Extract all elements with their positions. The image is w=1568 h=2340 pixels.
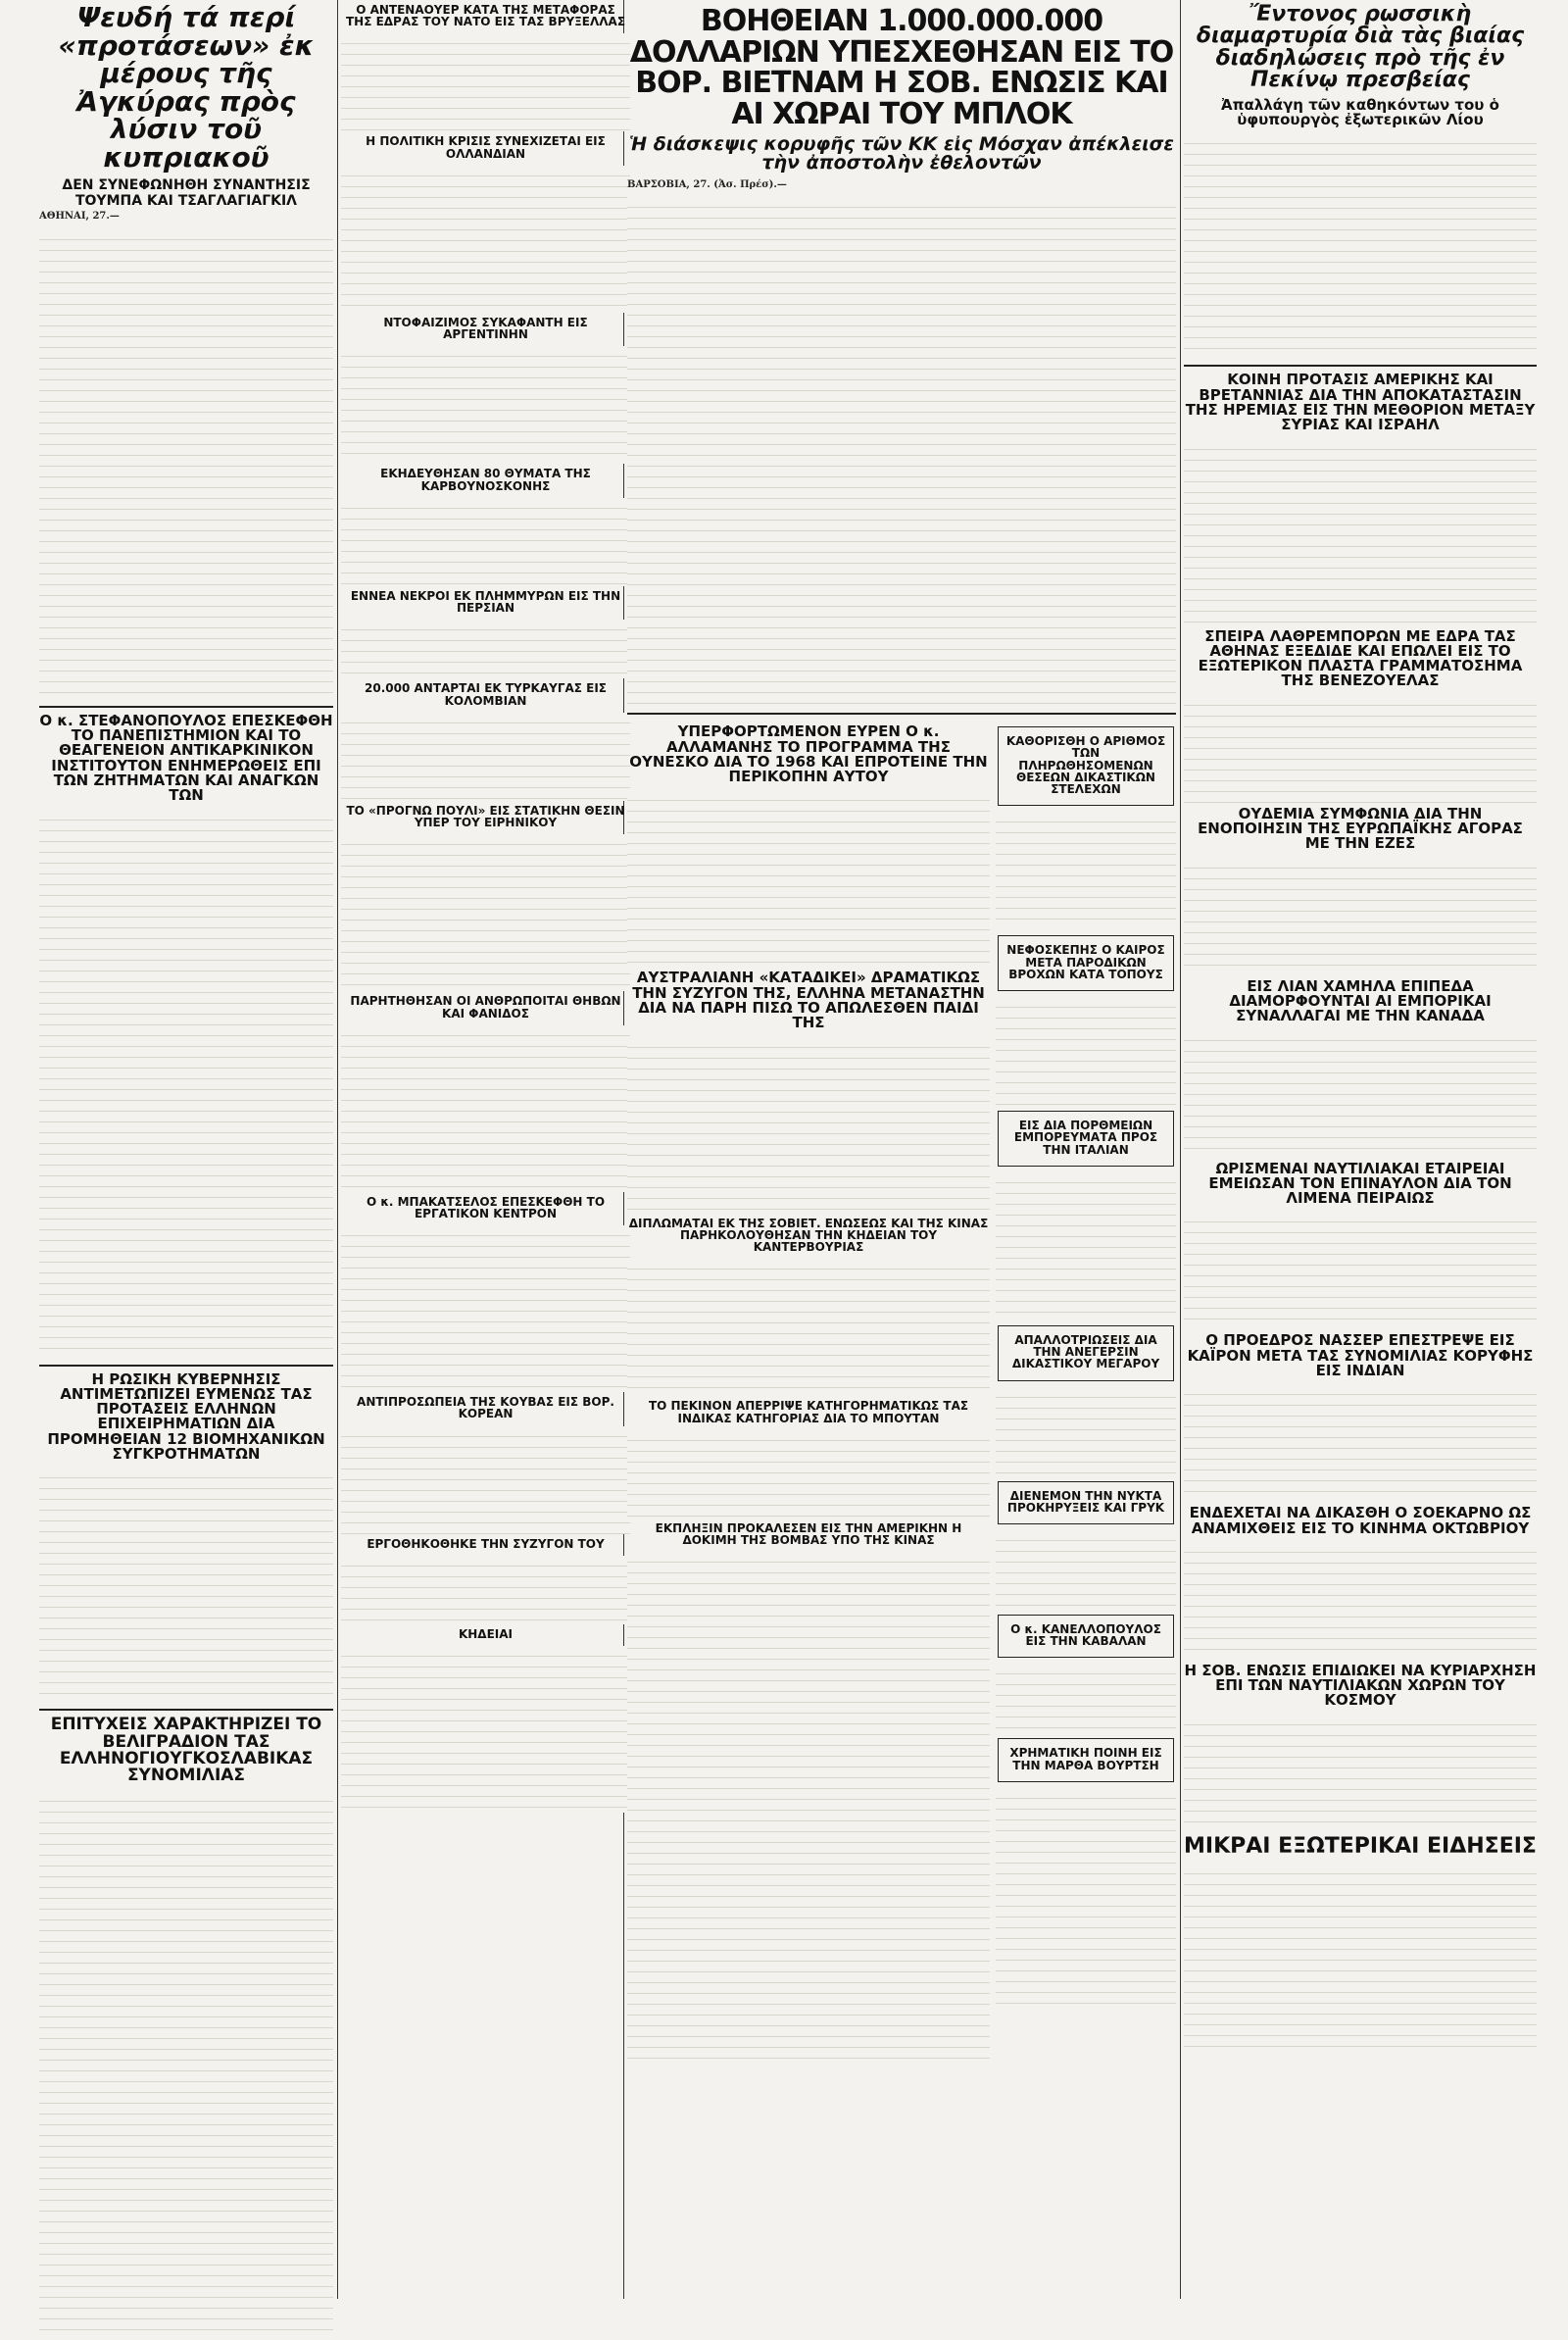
article-text-block (341, 346, 630, 464)
headline-brief-news: ΜΙΚΡΑΙ ΕΞΩΤΕΡΙΚΑΙ ΕΙΔΗΣΕΙΣ (1184, 1833, 1537, 1859)
article-text-block (341, 1426, 630, 1534)
article-text-block (39, 1468, 333, 1703)
headline-sukarno: ΕΝΔΕΧΕΤΑΙ ΝΑ ΔΙΚΑΣΘΗ Ο ΣΟΕΚΑΡΝΟ ΩΣ ΑΝΑΜΙΧΘΕΙΣ ΕΙΣ ΤΟ ΚΙΝΗΜΑ ΟΚΤΩΒΡΙΟΥ (1189, 1504, 1532, 1537)
headline-leaflets: ΔΙΕΝΕΜΟΝ ΤΗΝ ΝΥΚΤΑ ΠΡΟΚΗΡΥΞΕΙΣ ΚΑΙ ΓΡΥΚ (1006, 1488, 1165, 1515)
subhead-cyprus: ΔΕΝ ΣΥΝΕΦΩΝΗΘΗ ΣΥΝΑΝΤΗΣΙΣ ΤΟΥΜΠΑ ΚΑΙ ΤΣΑΓΛΑΓΙΑΓΚΙΛ (62, 177, 311, 210)
headline-bomb: ΕΚΠΛΗΞΙΝ ΠΡΟΚΑΛΕΣΕΝ ΕΙΣ ΤΗΝ ΑΜΕΡΙΚΗΝ Η ΔΟΚΙΜΗ ΤΗΣ ΒΟΜΒΑΣ ΥΠΟ ΤΗΣ ΚΙΝΑΣ (655, 1520, 962, 1548)
article-text-block (996, 1172, 1176, 1319)
article-text-block (996, 1387, 1176, 1475)
rule (1184, 365, 1537, 367)
headline-kanellopoulos: Ο κ. ΚΑΝΕΛΛΟΠΟΥΛΟΣ ΕΙΣ ΤΗΝ ΚΑΒΑΛΑΝ (1010, 1622, 1161, 1649)
headline-netherlands: Η ΠΟΛΙΤΙΚΗ ΚΡΙΣΙΣ ΣΥΝΕΧΙΖΕΤΑΙ ΕΙΣ ΟΛΛΑΝΔΙΑΝ (366, 134, 606, 161)
sub-banner: Ἡ διάσκεψις κορυφῆς τῶν ΚΚ εἰς Μόσχαν ἀπέκλεισε τὴν ἀποστολὴν ἐθελοντῶν (629, 133, 1174, 174)
headline-cuba: ΑΝΤΙΠΡΟΣΩΠΕΙΑ ΤΗΣ ΚΟΥΒΑΣ ΕΙΣ ΒΟΡ. ΚΟΡΕΑΝ (357, 1395, 614, 1421)
article-text-block (1184, 1715, 1537, 1832)
headline-weather: ΝΕΦΟΣΚΕΠΗΣ Ο ΚΑΙΡΟΣ ΜΕΤΑ ΠΑΡΟΔΙΚΩΝ ΒΡΟΧΩΝ ΚΑΤΑ ΤΟΠΟΥΣ (1006, 943, 1165, 981)
article-text-block (996, 812, 1176, 929)
box-leaflets (998, 1481, 1174, 1524)
article-text-block (39, 1791, 333, 2340)
article-text-block (1184, 1542, 1537, 1660)
article-text-block (996, 997, 1176, 1105)
box-judicial (998, 726, 1174, 806)
article-text-block (1184, 1864, 1537, 2050)
headline-canada: ΕΙΣ ΛΙΑΝ ΧΑΜΗΛΑ ΕΠΙΠΕΔΑ ΔΙΑΜΟΡΦΟΥΝΤΑΙ ΑΙ ΕΜΠΟΡΙΚΑΙ ΣΥΝΑΛΛΑΓΑΙ ΜΕ ΤΗΝ ΚΑΝΑΔΑ (1229, 976, 1492, 1025)
article-text-block (341, 1225, 630, 1392)
box-ferries (998, 1111, 1174, 1167)
main-banner: ΒΟΗΘΕΙΑΝ 1.000.000.000 ΔΟΛΛΑΡΙΩΝ ΥΠΕΣΧΕΘΗΣΑΝ ΕΙΣ ΤΟ ΒΟΡ. ΒΙΕΤΝΑΜ Η ΣΟΒ. ΕΝΩΣΙΣ ΚΑΙ ΑΙ ΧΩΡΑΙ ΤΟΥ ΜΠΛΟΚ (629, 4, 1174, 131)
article-text-block (1184, 133, 1537, 359)
rule (39, 1365, 333, 1367)
article-body (627, 179, 1176, 192)
headline-protest: Ἔντονος ρωσσικὴ διαμαρτυρία διὰ τὰς βιαίας διαδηλώσεις πρὸ τῆς ἐν Πεκίνῳ πρεσβείας (1196, 2, 1525, 93)
headline-australia: ΑΥΣΤΡΑΛΙΑΝΗ «ΚΑΤΑΔΙΚΕΙ» ΔΡΑΜΑΤΙΚΩΣ ΤΗΝ ΣΥΖΥΓΟΝ ΤΗΣ, ΕΛΛΗΝΑ ΜΕΤΑΝΑΣΤΗΝ ΔΙΑ ΝΑ ΠΑΡΗ ΠΙΣΩ ΤΟ ΑΠΩΛΕΣΘΕΝ ΠΑΙΔΙ ΤΗΣ (632, 969, 985, 1032)
article-text-block (996, 1530, 1176, 1609)
headline-funerals: ΚΗΔΕΙΑΙ (458, 1626, 514, 1641)
column-2 (341, 0, 630, 1813)
headline-belgrade: ΕΠΙΤΥΧΕΙΣ ΧΑΡΑΚΤΗΡΙΖΕΙ ΤΟ ΒΕΛΙΓΡΑΔΙΟΝ ΤΑΣ ΕΛΛΗΝΟΓΙΟΥΓΚΟΣΛΑΒΙΚΑΣ ΣΥΝΟΜΙΛΙΑΣ (50, 1715, 322, 1786)
headline-ferries: ΕΙΣ ΔΙΑ ΠΟΡΘΜΕΙΩΝ ΕΜΠΟΡΕΥΜΑΤΑ ΠΡΟΣ ΤΗΝ ΙΤΑΛΙΑΝ (1013, 1119, 1158, 1157)
rule (39, 1709, 333, 1711)
headline-efta: ΟΥΔΕΜΙΑ ΣΥΜΦΩΝΙΑ ΔΙΑ ΤΗΝ ΕΝΟΠΟΙΗΣΙΝ ΤΗΣ ΕΥΡΩΠΑΪΚΗΣ ΑΓΟΡΑΣ ΜΕ ΤΗΝ ΕΖΕΣ (1198, 804, 1523, 853)
article-text-block (341, 33, 630, 131)
headline-nasser: Ο ΠΡΟΕΔΡΟΣ ΝΑΣΣΕΡ ΕΠΕΣΤΡΕΨΕ ΕΙΣ ΚΑΪΡΟΝ ΜΕΤΑ ΤΑΣ ΣΥΝΟΜΙΛΙΑΣ ΚΟΡΥΦΗΣ ΕΙΣ ΙΝΔΙΑΝ (1187, 1331, 1534, 1379)
article-text-block (341, 1556, 630, 1624)
headline-shipping: ΩΡΙΣΜΕΝΑΙ ΝΑΥΤΙΛΙΑΚΑΙ ΕΤΑΙΡΕΙΑΙ ΕΜΕΙΩΣΑΝ ΤΟΝ ΕΠΙΝΑΥΛΟΝ ΔΙΑ ΤΟΝ ΛΙΜΕΝΑ ΠΕΙΡΑΙΩΣ (1208, 1159, 1512, 1208)
column-rule (1180, 0, 1181, 2299)
article-text-block (341, 166, 630, 313)
headline-syria-israel: ΚΟΙΝΗ ΠΡΟΤΑΣΙΣ ΑΜΕΡΙΚΗΣ ΚΑΙ ΒΡΕΤΑΝΝΙΑΣ ΔΙΑ ΤΗΝ ΑΠΟΚΑΤΑΣΤΑΣΙΝ ΤΗΣ ΗΡΕΜΙΑΣ ΕΙΣ ΤΗΝ ΜΕΘΟΡΙΟΝ ΜΕΤΑΞΥ ΣΥΡΙΑΣ ΚΑΙ ΙΣΡΑΗΛ (1185, 371, 1536, 434)
article-text-block (1184, 439, 1537, 625)
article-text-block (39, 229, 333, 700)
article-text-block (341, 1025, 630, 1192)
headline-peking: ΤΟ ΠΕΚΙΝΟΝ ΑΠΕΡΡΙΨΕ ΚΑΤΗΓΟΡΗΜΑΤΙΚΩΣ ΤΑΣ ΙΝΔΙΚΑΣ ΚΑΤΗΓΟΡΙΑΣ ΔΙΑ ΤΟ ΜΠΟΥΤΑΝ (648, 1399, 969, 1425)
article-text-block (996, 1788, 1176, 2014)
article-text-block (341, 834, 630, 991)
box-kanellopoulos (998, 1615, 1174, 1658)
column-3 (627, 0, 1176, 2062)
column-1 (39, 0, 333, 2340)
article-text-block (1184, 858, 1537, 975)
subhead-protest: Ἀπαλλάγη τῶν καθηκόντων του ὁ ὑφυπουργὸς ἐξωτερικῶν Λίου (1221, 95, 1499, 129)
headline-judicial: ΚΑΘΟΡΙΣΘΗ Ο ΑΡΙΘΜΟΣ ΤΩΝ ΠΛΗΡΩΘΗΣΟΜΕΝΩΝ ΘΕΣΕΩΝ ΔΙΚΑΣΤΙΚΩΝ ΣΤΕΛΕΧΩΝ (1005, 734, 1166, 797)
article-text-block (341, 1646, 630, 1813)
headline-prognopouli: ΤΟ «ΠΡΟΓΝΩ ΠΟΥΛΙ» ΕΙΣ ΣΤΑΤΙΚΗΝ ΘΕΣΙΝ ΥΠΕΡ ΤΟΥ ΕΙΡΗΝΙΚΟΥ (346, 803, 625, 830)
headline-russia: Η ΡΩΣΙΚΗ ΚΥΒΕΡΝΗΣΙΣ ΑΝΤΙΜΕΤΩΠΙΖΕΙ ΕΥΜΕΝΩΣ ΤΑΣ ΠΡΟΤΑΣΕΙΣ ΕΛΛΗΝΩΝ ΕΠΙΧΕΙΡΗΜΑΤΙΩΝ ΔΙΑ ΠΡΟΜΗΘΕΙΑΝ 12 ΒΙΟΜΗΧΑΝΙΚΩΝ ΣΥΓΚΡΟΤΗΜΑΤΩΝ (47, 1369, 325, 1464)
headline-expropriations: ΑΠΑΛΛΟΤΡΙΩΣΕΙΣ ΔΙΑ ΤΗΝ ΑΝΕΓΕΡΣΙΝ ΔΙΚΑΣΤΙΚΟΥ ΜΕΓΑΡΟΥ (1011, 1332, 1160, 1371)
article-text-block (627, 1430, 990, 1519)
dateline: ΒΑΡΣΟΒΙΑ, 27. (Ἀσ. Πρέσ).— (627, 178, 787, 190)
article-text-block (1184, 1030, 1537, 1158)
rule (39, 706, 333, 708)
headline-spouse: ΕΡΓΟΘΗΚΟΘΗΚΕ ΤΗΝ ΣΥΖΥΓΟΝ ΤΟΥ (367, 1536, 605, 1551)
headline-persia: ΕΝΝΕΑ ΝΕΚΡΟΙ ΕΚ ΠΛΗΜΜΥΡΩΝ ΕΙΣ ΤΗΝ ΠΕΡΣΙΑΝ (350, 588, 621, 616)
headline-coal-dust: ΕΚΗΔΕΥΘΗΣΑΝ 80 ΘΥΜΑΤΑ ΤΗΣ ΚΑΡΒΟΥΝΟΣΚΟΝΗΣ (380, 467, 591, 493)
headline-bakatselos: Ο κ. ΜΠΑΚΑΤΣΕΛΟΣ ΕΠΕΣΚΕΦΘΗ ΤΟ ΕΡΓΑΤΙΚΟΝ ΚΕΝΤΡΟΝ (366, 1194, 606, 1220)
article-text-block (1184, 1384, 1537, 1502)
headline-adenauer: Ο ΑΝΤΕΝΑΟΥΕΡ ΚΑΤΑ ΤΗΣ ΜΕΤΑΦΟΡΑΣ ΤΗΣ ΕΔΡΑΣ ΤΟΥ ΝΑΤΟ ΕΙΣ ΤΑΣ ΒΡΥΞΕΛΛΑΣ (345, 3, 626, 29)
column-4 (1184, 0, 1537, 2050)
headline-unesco: ΥΠΕΡΦΟΡΤΩΜΕΝΟΝ ΕΥΡΕΝ Ο κ. ΑΛΛΑΜΑΝΗΣ ΤΟ ΠΡΟΓΡΑΜΜΑ ΤΗΣ ΟΥΝΕΣΚΟ ΔΙΑ ΤΟ 1968 ΚΑΙ ΕΠΡΟΤΕΙΝΕ ΤΗΝ ΠΕΡΙΚΟΠΗΝ ΑΥΤΟΥ (629, 722, 988, 786)
article-text-block (627, 1552, 990, 2062)
box-expropriations (998, 1325, 1174, 1381)
article-text-block (627, 790, 990, 967)
dateline: ΑΘΗΝΑΙ, 27.— (39, 211, 120, 223)
headline-diplomats: ΔΙΠΛΩΜΑΤΑΙ ΕΚ ΤΗΣ ΣΟΒΙΕΤ. ΕΝΩΣΕΩΣ ΚΑΙ ΤΗΣ ΚΙΝΑΣ ΠΑΡΗΚΟΛΟΥΘΗΣΑΝ ΤΗΝ ΚΗΔΕΙΑΝ ΤΟΥ ΚΑΝΤΕΡΒΟΥΡΙΑΣ (628, 1216, 989, 1255)
lower-section (627, 721, 1176, 2062)
column-rule (337, 0, 338, 2299)
article-text-block (341, 713, 630, 801)
article-text-block (996, 1664, 1176, 1732)
article-text-block (627, 197, 1176, 707)
article-text-block (627, 1037, 990, 1214)
box-fine (998, 1738, 1174, 1781)
headline-colombia: 20.000 ΑΝΤΑΡΤΑΙ ΕΚ ΤΥΡΚΑΥΓΑΣ ΕΙΣ ΚΟΛΟΜΒΙΑΝ (365, 681, 607, 708)
article-body (39, 211, 333, 224)
lower-side (996, 721, 1176, 2062)
headline-smugglers: ΣΠΕΙΡΑ ΛΑΘΡΕΜΠΟΡΩΝ ΜΕ ΕΔΡΑ ΤΑΣ ΑΘΗΝΑΣ ΕΞΕΔΙΔΕ ΚΑΙ ΕΠΩΛΕΙ ΕΙΣ ΤΟ ΕΞΩΤΕΡΙΚΟΝ ΠΛΑΣΤΑ ΓΡΑΜΜΑΤΟΣΗΜΑ ΤΗΣ ΒΕΝΕΖΟΥΕΛΑΣ (1198, 626, 1523, 690)
article-text-block (341, 620, 630, 678)
article-text-block (627, 1259, 990, 1396)
headline-fine: ΧΡΗΜΑΤΙΚΗ ΠΟΙΝΗ ΕΙΣ ΤΗΝ ΜΑΡΘΑ ΒΟΥΡΤΣΗ (1009, 1746, 1162, 1772)
rule (627, 713, 1176, 715)
headline-cyprus: Ψευδή τά περί «προτάσεων» ἐκ μέρους τῆς Ἀγκύρας πρὸς λύσιν τοῦ κυπριακοῦ (58, 1, 315, 174)
headline-stefanopoulos: Ο κ. ΣΤΕΦΑΝΟΠΟΥΛΟΣ ΕΠΕΣΚΕΦΘΗ ΤΟ ΠΑΝΕΠΙΣΤΗΜΙΟΝ ΚΑΙ ΤΟ ΘΕΑΓΕΝΕΙΟΝ ΑΝΤΙΚΑΡΚΙΝΙΚΟΝ ΙΝΣΤΙΤΟΥΤΟΝ ΕΝΗΜΕΡΩΘΕΙΣ ΕΠΙ ΤΩΝ ΖΗΤΗΜΑΤΩΝ ΚΑΙ ΑΝΑΓΚΩΝ ΤΩΝ (39, 711, 333, 805)
article-text-block (1184, 695, 1537, 803)
article-text-block (39, 810, 333, 1359)
article-text-block (341, 498, 630, 586)
headline-argentina: ΝΤΟΦΑΙΖΙΜΟΣ ΣΥΚΑΦΑΝΤΗ ΕΙΣ ΑΡΓΕΝΤΙΝΗΝ (383, 315, 588, 342)
headline-resignations: ΠΑΡΗΤΗΘΗΣΑΝ ΟΙ ΑΝΘΡΩΠΟΙΤΑΙ ΘΗΒΩΝ ΚΑΙ ΦΑΝΙΔΟΣ (350, 994, 621, 1021)
lower-main (627, 721, 990, 2062)
article-text-block (1184, 1212, 1537, 1329)
headline-soviet-shipping: Η ΣΟΒ. ΕΝΩΣΙΣ ΕΠΙΔΙΩΚΕΙ ΝΑ ΚΥΡΙΑΡΧΗΣΗ ΕΠΙ ΤΩΝ ΝΑΥΤΙΛΙΑΚΩΝ ΧΩΡΩΝ ΤΟΥ ΚΟΣΜΟΥ (1184, 1661, 1537, 1710)
box-weather (998, 935, 1174, 991)
